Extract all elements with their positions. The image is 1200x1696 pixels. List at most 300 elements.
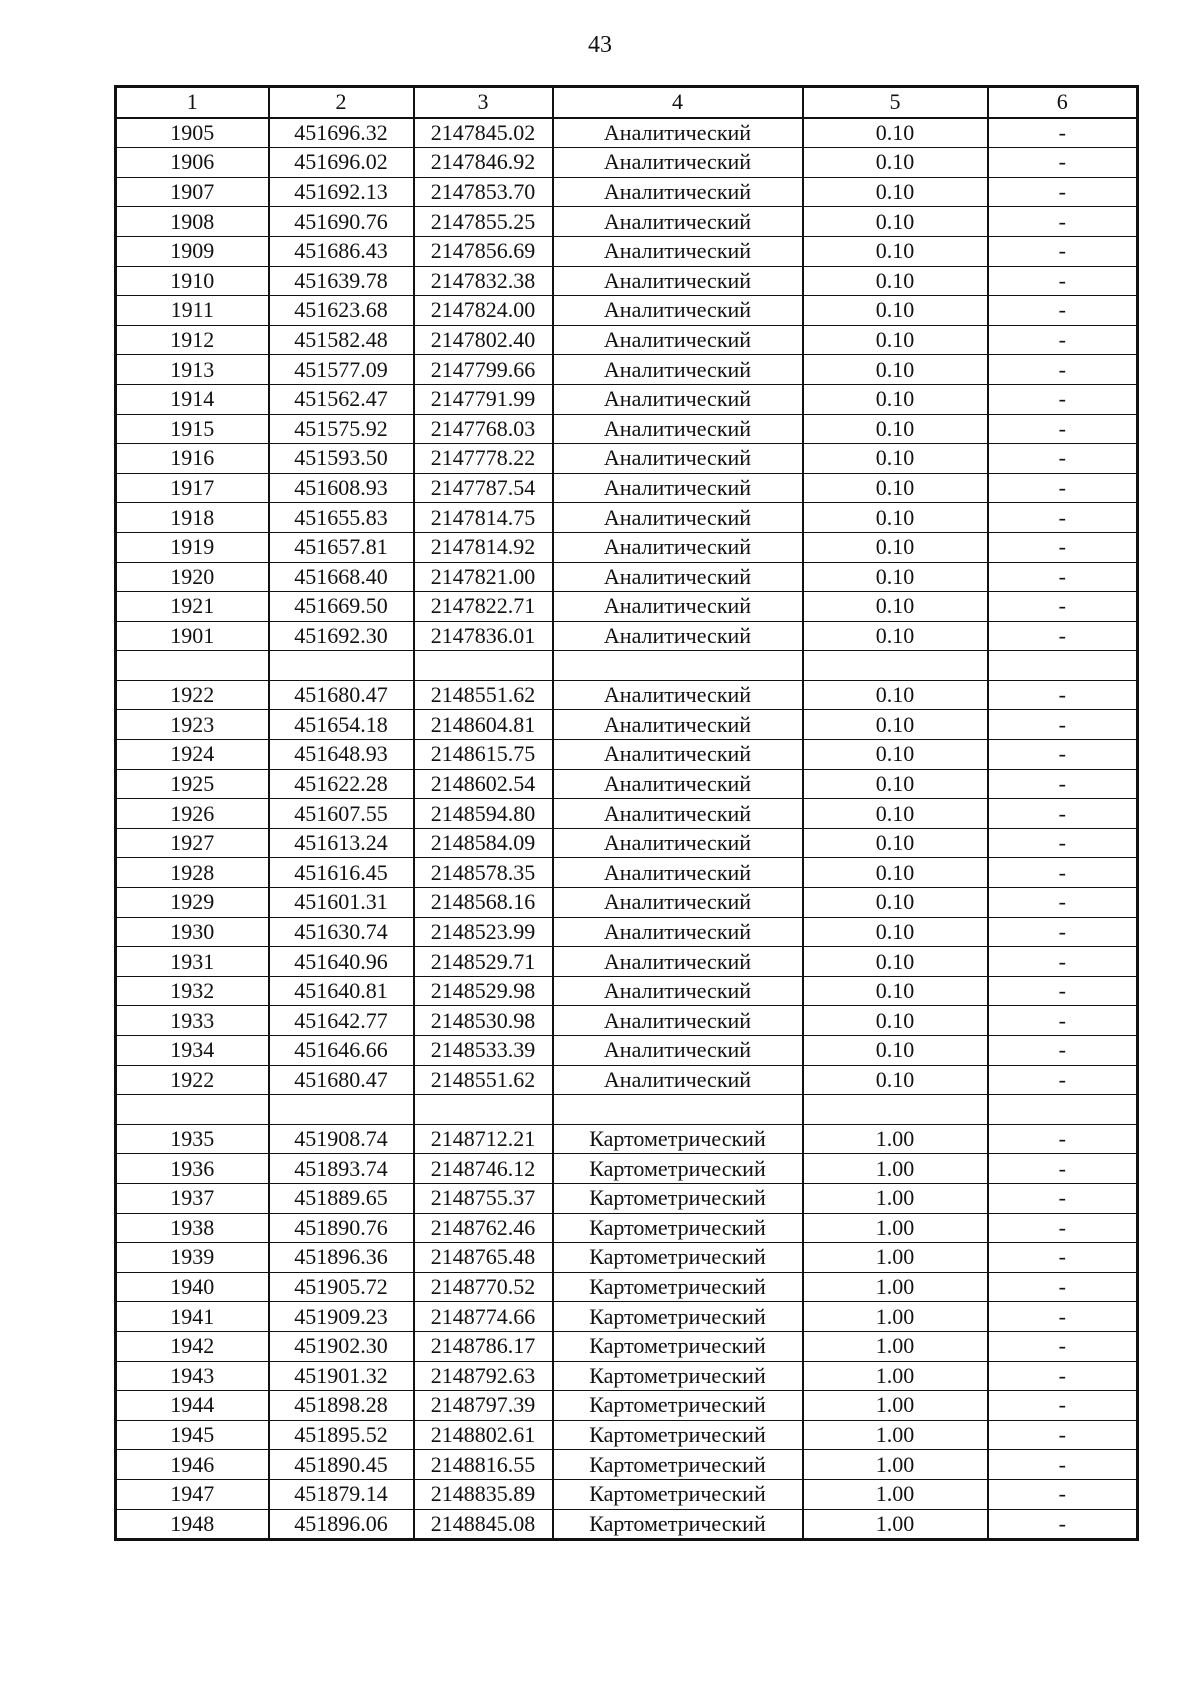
y-coordinate-cell: 2147814.75	[414, 503, 553, 533]
method-cell: Аналитический	[553, 503, 803, 533]
method-cell: Картометрический	[553, 1391, 803, 1421]
table-row	[116, 621, 1138, 651]
method-cell: Картометрический	[553, 1213, 803, 1243]
note-cell: -	[988, 207, 1138, 237]
x-coordinate-cell: 451608.93	[269, 473, 414, 503]
accuracy-cell: 0.10	[803, 710, 988, 740]
table-row	[116, 414, 1138, 444]
x-coordinate-cell: 451622.28	[269, 769, 414, 799]
method-cell: Аналитический	[553, 296, 803, 326]
method-cell: Аналитический	[553, 888, 803, 918]
point-number-cell: 1929	[116, 888, 269, 918]
note-cell: -	[988, 1420, 1138, 1450]
y-coordinate-cell: 2147821.00	[414, 562, 553, 592]
point-number-cell: 1943	[116, 1361, 269, 1391]
table-row	[116, 355, 1138, 385]
accuracy-cell: 1.00	[803, 1272, 988, 1302]
note-cell: -	[988, 118, 1138, 148]
y-coordinate-cell	[414, 1095, 553, 1125]
point-number-cell: 1915	[116, 414, 269, 444]
y-coordinate-cell: 2147814.92	[414, 532, 553, 562]
method-cell	[553, 1095, 803, 1125]
table-row	[116, 473, 1138, 503]
method-cell: Аналитический	[553, 680, 803, 710]
accuracy-cell: 0.10	[803, 828, 988, 858]
method-cell: Картометрический	[553, 1272, 803, 1302]
point-number-cell: 1922	[116, 680, 269, 710]
x-coordinate-cell: 451582.48	[269, 325, 414, 355]
method-cell: Картометрический	[553, 1243, 803, 1273]
note-cell: -	[988, 414, 1138, 444]
note-cell: -	[988, 621, 1138, 651]
y-coordinate-cell: 2148835.89	[414, 1479, 553, 1509]
accuracy-cell	[803, 1095, 988, 1125]
point-number-cell: 1939	[116, 1243, 269, 1273]
method-cell: Аналитический	[553, 355, 803, 385]
accuracy-cell: 0.10	[803, 236, 988, 266]
point-number-cell: 1927	[116, 828, 269, 858]
table-row	[116, 148, 1138, 178]
note-cell: -	[988, 325, 1138, 355]
x-coordinate-cell: 451648.93	[269, 740, 414, 770]
point-number-cell: 1910	[116, 266, 269, 296]
accuracy-cell: 1.00	[803, 1509, 988, 1540]
note-cell: -	[988, 1036, 1138, 1066]
point-number-cell: 1947	[116, 1479, 269, 1509]
x-coordinate-cell: 451896.36	[269, 1243, 414, 1273]
point-number-cell: 1946	[116, 1450, 269, 1480]
x-coordinate-cell: 451669.50	[269, 592, 414, 622]
table-row	[116, 947, 1138, 977]
table-row	[116, 976, 1138, 1006]
point-number-cell: 1926	[116, 799, 269, 829]
point-number-cell: 1921	[116, 592, 269, 622]
x-coordinate-cell: 451642.77	[269, 1006, 414, 1036]
table-separator-row	[116, 651, 1138, 681]
column-header: 1	[116, 87, 269, 118]
table-row	[116, 1420, 1138, 1450]
table-row	[116, 740, 1138, 770]
y-coordinate-cell: 2148797.39	[414, 1391, 553, 1421]
table-row	[116, 1036, 1138, 1066]
y-coordinate-cell: 2148845.08	[414, 1509, 553, 1540]
point-number-cell: 1924	[116, 740, 269, 770]
method-cell: Аналитический	[553, 266, 803, 296]
y-coordinate-cell: 2147846.92	[414, 148, 553, 178]
table-row	[116, 1065, 1138, 1095]
x-coordinate-cell: 451902.30	[269, 1331, 414, 1361]
point-number-cell: 1918	[116, 503, 269, 533]
note-cell: -	[988, 1213, 1138, 1243]
x-coordinate-cell: 451686.43	[269, 236, 414, 266]
note-cell: -	[988, 1509, 1138, 1540]
note-cell: -	[988, 236, 1138, 266]
method-cell: Аналитический	[553, 444, 803, 474]
y-coordinate-cell: 2148765.48	[414, 1243, 553, 1273]
note-cell: -	[988, 148, 1138, 178]
point-number-cell: 1912	[116, 325, 269, 355]
accuracy-cell: 0.10	[803, 296, 988, 326]
method-cell: Аналитический	[553, 473, 803, 503]
x-coordinate-cell: 451696.32	[269, 118, 414, 148]
point-number-cell: 1925	[116, 769, 269, 799]
table-row	[116, 177, 1138, 207]
note-cell: -	[988, 532, 1138, 562]
point-number-cell: 1905	[116, 118, 269, 148]
x-coordinate-cell: 451613.24	[269, 828, 414, 858]
accuracy-cell: 0.10	[803, 384, 988, 414]
accuracy-cell: 0.10	[803, 118, 988, 148]
accuracy-cell: 0.10	[803, 1065, 988, 1095]
y-coordinate-cell	[414, 651, 553, 681]
y-coordinate-cell: 2147832.38	[414, 266, 553, 296]
note-cell: -	[988, 1361, 1138, 1391]
note-cell: -	[988, 710, 1138, 740]
table-row	[116, 236, 1138, 266]
x-coordinate-cell: 451577.09	[269, 355, 414, 385]
note-cell: -	[988, 1391, 1138, 1421]
column-header: 3	[414, 87, 553, 118]
table-row	[116, 1331, 1138, 1361]
x-coordinate-cell: 451908.74	[269, 1124, 414, 1154]
point-number-cell: 1916	[116, 444, 269, 474]
x-coordinate-cell: 451575.92	[269, 414, 414, 444]
accuracy-cell: 0.10	[803, 503, 988, 533]
x-coordinate-cell: 451901.32	[269, 1361, 414, 1391]
point-number-cell: 1906	[116, 148, 269, 178]
table-row	[116, 266, 1138, 296]
table-row	[116, 1272, 1138, 1302]
table-row	[116, 207, 1138, 237]
y-coordinate-cell: 2148615.75	[414, 740, 553, 770]
x-coordinate-cell: 451607.55	[269, 799, 414, 829]
method-cell: Аналитический	[553, 828, 803, 858]
table-row	[116, 562, 1138, 592]
note-cell: -	[988, 888, 1138, 918]
x-coordinate-cell: 451668.40	[269, 562, 414, 592]
y-coordinate-cell: 2148762.46	[414, 1213, 553, 1243]
accuracy-cell: 0.10	[803, 621, 988, 651]
x-coordinate-cell: 451562.47	[269, 384, 414, 414]
table-row	[116, 1213, 1138, 1243]
method-cell: Аналитический	[553, 917, 803, 947]
note-cell: -	[988, 769, 1138, 799]
x-coordinate-cell: 451893.74	[269, 1154, 414, 1184]
point-number-cell: 1908	[116, 207, 269, 237]
note-cell: -	[988, 1302, 1138, 1332]
y-coordinate-cell: 2147836.01	[414, 621, 553, 651]
table-row	[116, 888, 1138, 918]
note-cell: -	[988, 1243, 1138, 1273]
method-cell: Картометрический	[553, 1450, 803, 1480]
method-cell: Аналитический	[553, 621, 803, 651]
point-number-cell: 1941	[116, 1302, 269, 1332]
y-coordinate-cell: 2148816.55	[414, 1450, 553, 1480]
point-number-cell: 1917	[116, 473, 269, 503]
x-coordinate-cell: 451690.76	[269, 207, 414, 237]
accuracy-cell: 0.10	[803, 888, 988, 918]
table-row	[116, 1243, 1138, 1273]
table-row	[116, 828, 1138, 858]
table-row	[116, 1479, 1138, 1509]
x-coordinate-cell	[269, 1095, 414, 1125]
accuracy-cell: 1.00	[803, 1124, 988, 1154]
method-cell: Картометрический	[553, 1183, 803, 1213]
x-coordinate-cell: 451905.72	[269, 1272, 414, 1302]
x-coordinate-cell: 451654.18	[269, 710, 414, 740]
x-coordinate-cell: 451657.81	[269, 532, 414, 562]
x-coordinate-cell: 451639.78	[269, 266, 414, 296]
point-number-cell: 1901	[116, 621, 269, 651]
y-coordinate-cell: 2148770.52	[414, 1272, 553, 1302]
y-coordinate-cell: 2147855.25	[414, 207, 553, 237]
x-coordinate-cell: 451696.02	[269, 148, 414, 178]
method-cell: Картометрический	[553, 1479, 803, 1509]
point-number-cell: 1940	[116, 1272, 269, 1302]
y-coordinate-cell: 2148551.62	[414, 680, 553, 710]
y-coordinate-cell: 2148568.16	[414, 888, 553, 918]
y-coordinate-cell: 2147799.66	[414, 355, 553, 385]
point-number-cell: 1942	[116, 1331, 269, 1361]
accuracy-cell: 0.10	[803, 562, 988, 592]
point-number-cell: 1930	[116, 917, 269, 947]
table-row	[116, 858, 1138, 888]
point-number-cell: 1914	[116, 384, 269, 414]
accuracy-cell: 1.00	[803, 1243, 988, 1273]
x-coordinate-cell: 451680.47	[269, 1065, 414, 1095]
accuracy-cell: 0.10	[803, 680, 988, 710]
accuracy-cell: 0.10	[803, 917, 988, 947]
table-row	[116, 1006, 1138, 1036]
y-coordinate-cell: 2148523.99	[414, 917, 553, 947]
accuracy-cell: 0.10	[803, 769, 988, 799]
y-coordinate-cell: 2148533.39	[414, 1036, 553, 1066]
x-coordinate-cell: 451640.81	[269, 976, 414, 1006]
y-coordinate-cell: 2147824.00	[414, 296, 553, 326]
accuracy-cell: 0.10	[803, 414, 988, 444]
note-cell: -	[988, 1331, 1138, 1361]
point-number-cell: 1919	[116, 532, 269, 562]
table-row	[116, 1361, 1138, 1391]
point-number-cell: 1911	[116, 296, 269, 326]
table-header-row	[116, 87, 1138, 118]
y-coordinate-cell: 2147802.40	[414, 325, 553, 355]
point-number-cell: 1948	[116, 1509, 269, 1540]
method-cell: Картометрический	[553, 1302, 803, 1332]
accuracy-cell	[803, 651, 988, 681]
note-cell: -	[988, 947, 1138, 977]
y-coordinate-cell: 2148551.62	[414, 1065, 553, 1095]
x-coordinate-cell: 451898.28	[269, 1391, 414, 1421]
accuracy-cell: 0.10	[803, 799, 988, 829]
table-row	[116, 1450, 1138, 1480]
note-cell: -	[988, 1154, 1138, 1184]
method-cell	[553, 651, 803, 681]
accuracy-cell: 0.10	[803, 177, 988, 207]
point-number-cell: 1920	[116, 562, 269, 592]
x-coordinate-cell: 451896.06	[269, 1509, 414, 1540]
page-number: 43	[588, 32, 612, 58]
accuracy-cell: 0.10	[803, 266, 988, 296]
x-coordinate-cell: 451890.76	[269, 1213, 414, 1243]
note-cell: -	[988, 266, 1138, 296]
accuracy-cell: 1.00	[803, 1479, 988, 1509]
accuracy-cell: 1.00	[803, 1361, 988, 1391]
x-coordinate-cell: 451889.65	[269, 1183, 414, 1213]
point-number-cell: 1933	[116, 1006, 269, 1036]
accuracy-cell: 0.10	[803, 148, 988, 178]
method-cell: Аналитический	[553, 1006, 803, 1036]
method-cell: Аналитический	[553, 177, 803, 207]
accuracy-cell: 0.10	[803, 444, 988, 474]
accuracy-cell: 0.10	[803, 1006, 988, 1036]
accuracy-cell: 0.10	[803, 947, 988, 977]
y-coordinate-cell: 2147856.69	[414, 236, 553, 266]
x-coordinate-cell: 451646.66	[269, 1036, 414, 1066]
method-cell: Аналитический	[553, 532, 803, 562]
point-number-cell: 1934	[116, 1036, 269, 1066]
point-number-cell: 1907	[116, 177, 269, 207]
point-number-cell: 1936	[116, 1154, 269, 1184]
method-cell: Аналитический	[553, 562, 803, 592]
accuracy-cell: 1.00	[803, 1302, 988, 1332]
table-row	[116, 592, 1138, 622]
x-coordinate-cell: 451623.68	[269, 296, 414, 326]
table-row	[116, 1302, 1138, 1332]
method-cell: Аналитический	[553, 799, 803, 829]
method-cell: Аналитический	[553, 947, 803, 977]
y-coordinate-cell: 2147791.99	[414, 384, 553, 414]
accuracy-cell: 1.00	[803, 1331, 988, 1361]
accuracy-cell: 0.10	[803, 858, 988, 888]
note-cell: -	[988, 1183, 1138, 1213]
note-cell: -	[988, 799, 1138, 829]
method-cell: Аналитический	[553, 858, 803, 888]
point-number-cell: 1931	[116, 947, 269, 977]
method-cell: Аналитический	[553, 1065, 803, 1095]
accuracy-cell: 1.00	[803, 1391, 988, 1421]
table-row	[116, 799, 1138, 829]
method-cell: Аналитический	[553, 118, 803, 148]
method-cell: Аналитический	[553, 976, 803, 1006]
y-coordinate-cell: 2148578.35	[414, 858, 553, 888]
note-cell: -	[988, 592, 1138, 622]
y-coordinate-cell: 2148529.71	[414, 947, 553, 977]
x-coordinate-cell: 451890.45	[269, 1450, 414, 1480]
point-number-cell	[116, 1095, 269, 1125]
x-coordinate-cell	[269, 651, 414, 681]
table-row	[116, 384, 1138, 414]
coordinates-table	[114, 85, 1139, 1541]
point-number-cell: 1928	[116, 858, 269, 888]
y-coordinate-cell: 2148802.61	[414, 1420, 553, 1450]
y-coordinate-cell: 2148786.17	[414, 1331, 553, 1361]
note-cell: -	[988, 384, 1138, 414]
table-row	[116, 118, 1138, 148]
note-cell: -	[988, 1450, 1138, 1480]
note-cell: -	[988, 296, 1138, 326]
note-cell: -	[988, 1124, 1138, 1154]
accuracy-cell: 0.10	[803, 740, 988, 770]
note-cell: -	[988, 444, 1138, 474]
y-coordinate-cell: 2148755.37	[414, 1183, 553, 1213]
point-number-cell: 1935	[116, 1124, 269, 1154]
accuracy-cell: 0.10	[803, 473, 988, 503]
method-cell: Аналитический	[553, 769, 803, 799]
note-cell: -	[988, 177, 1138, 207]
method-cell: Аналитический	[553, 710, 803, 740]
method-cell: Аналитический	[553, 1036, 803, 1066]
method-cell: Картометрический	[553, 1124, 803, 1154]
y-coordinate-cell: 2147768.03	[414, 414, 553, 444]
y-coordinate-cell: 2148792.63	[414, 1361, 553, 1391]
accuracy-cell: 0.10	[803, 207, 988, 237]
table-row	[116, 710, 1138, 740]
y-coordinate-cell: 2148602.54	[414, 769, 553, 799]
note-cell	[988, 651, 1138, 681]
table-row	[116, 1509, 1138, 1540]
note-cell: -	[988, 562, 1138, 592]
x-coordinate-cell: 451909.23	[269, 1302, 414, 1332]
y-coordinate-cell: 2148712.21	[414, 1124, 553, 1154]
x-coordinate-cell: 451616.45	[269, 858, 414, 888]
table-row	[116, 503, 1138, 533]
note-cell: -	[988, 503, 1138, 533]
method-cell: Аналитический	[553, 414, 803, 444]
note-cell: -	[988, 1272, 1138, 1302]
method-cell: Аналитический	[553, 740, 803, 770]
method-cell: Аналитический	[553, 384, 803, 414]
point-number-cell: 1932	[116, 976, 269, 1006]
note-cell: -	[988, 473, 1138, 503]
note-cell: -	[988, 1065, 1138, 1095]
note-cell: -	[988, 976, 1138, 1006]
method-cell: Картометрический	[553, 1154, 803, 1184]
y-coordinate-cell: 2148746.12	[414, 1154, 553, 1184]
note-cell: -	[988, 858, 1138, 888]
table-row	[116, 1154, 1138, 1184]
column-header: 4	[553, 87, 803, 118]
method-cell: Аналитический	[553, 592, 803, 622]
accuracy-cell: 0.10	[803, 355, 988, 385]
note-cell: -	[988, 355, 1138, 385]
accuracy-cell: 1.00	[803, 1183, 988, 1213]
x-coordinate-cell: 451655.83	[269, 503, 414, 533]
point-number-cell: 1913	[116, 355, 269, 385]
note-cell: -	[988, 1006, 1138, 1036]
x-coordinate-cell: 451895.52	[269, 1420, 414, 1450]
y-coordinate-cell: 2147778.22	[414, 444, 553, 474]
y-coordinate-cell: 2148774.66	[414, 1302, 553, 1332]
y-coordinate-cell: 2148529.98	[414, 976, 553, 1006]
note-cell	[988, 1095, 1138, 1125]
x-coordinate-cell: 451692.13	[269, 177, 414, 207]
method-cell: Аналитический	[553, 325, 803, 355]
table-row	[116, 769, 1138, 799]
x-coordinate-cell: 451680.47	[269, 680, 414, 710]
table-row	[116, 325, 1138, 355]
note-cell: -	[988, 680, 1138, 710]
x-coordinate-cell: 451601.31	[269, 888, 414, 918]
y-coordinate-cell: 2147787.54	[414, 473, 553, 503]
point-number-cell: 1909	[116, 236, 269, 266]
accuracy-cell: 1.00	[803, 1450, 988, 1480]
y-coordinate-cell: 2147822.71	[414, 592, 553, 622]
method-cell: Картометрический	[553, 1361, 803, 1391]
column-header: 5	[803, 87, 988, 118]
accuracy-cell: 1.00	[803, 1154, 988, 1184]
method-cell: Аналитический	[553, 148, 803, 178]
